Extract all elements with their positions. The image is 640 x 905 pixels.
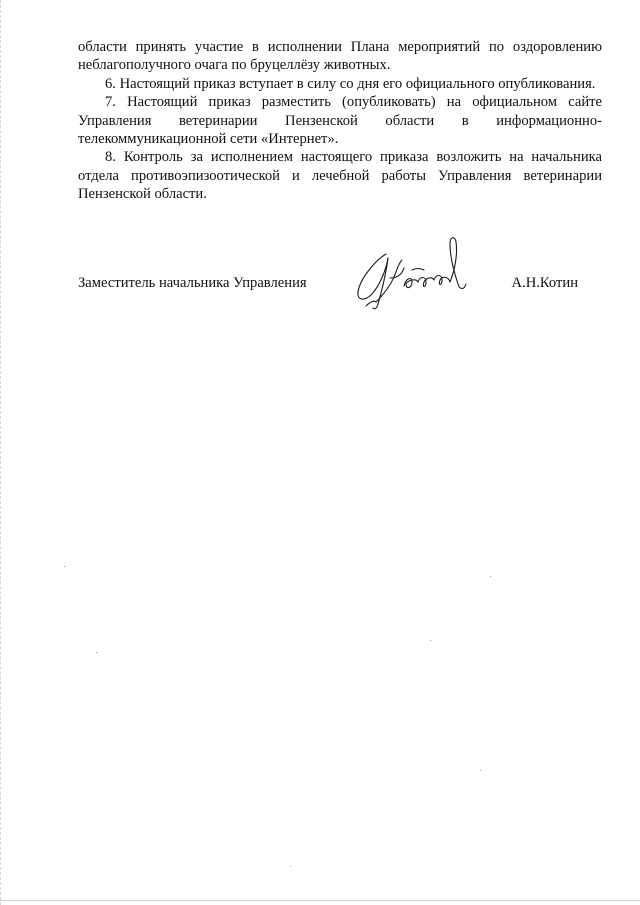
scan-edge-bottom — [0, 900, 640, 901]
handwritten-signature — [346, 232, 476, 312]
scan-speck — [64, 566, 65, 567]
signer-name: А.Н.Котин — [511, 275, 578, 291]
scan-speck — [490, 576, 491, 577]
paragraph-8: 8. Контроль за исполнением настоящего приказа возложить на начальника отдела противоэпизоотической и лечебной работы Управления ветеринарии Пензенской области. — [78, 149, 602, 203]
scan-speck — [430, 640, 431, 641]
scan-speck — [290, 866, 291, 867]
signature-block — [78, 232, 602, 312]
document-body — [78, 38, 602, 204]
paragraph-7: 7. Настоящий приказ разместить (опубликовать) на официальном сайте Управления ветеринарии Пензенской области в информационно-телекоммуникационной сети «Интернет». — [78, 94, 602, 148]
scan-speck — [96, 652, 97, 653]
paragraph-continuation: области принять участие в исполнении Плана мероприятий по оздоровлению неблагополучного очага по бруцеллёзу животных. — [78, 39, 602, 74]
scan-speck — [480, 770, 481, 771]
paragraph-6: 6. Настоящий приказ вступает в силу со дня его официального опубликования. — [105, 75, 596, 92]
signer-title: Заместитель начальника Управления — [78, 275, 307, 291]
scan-edge-left — [0, 0, 3, 905]
